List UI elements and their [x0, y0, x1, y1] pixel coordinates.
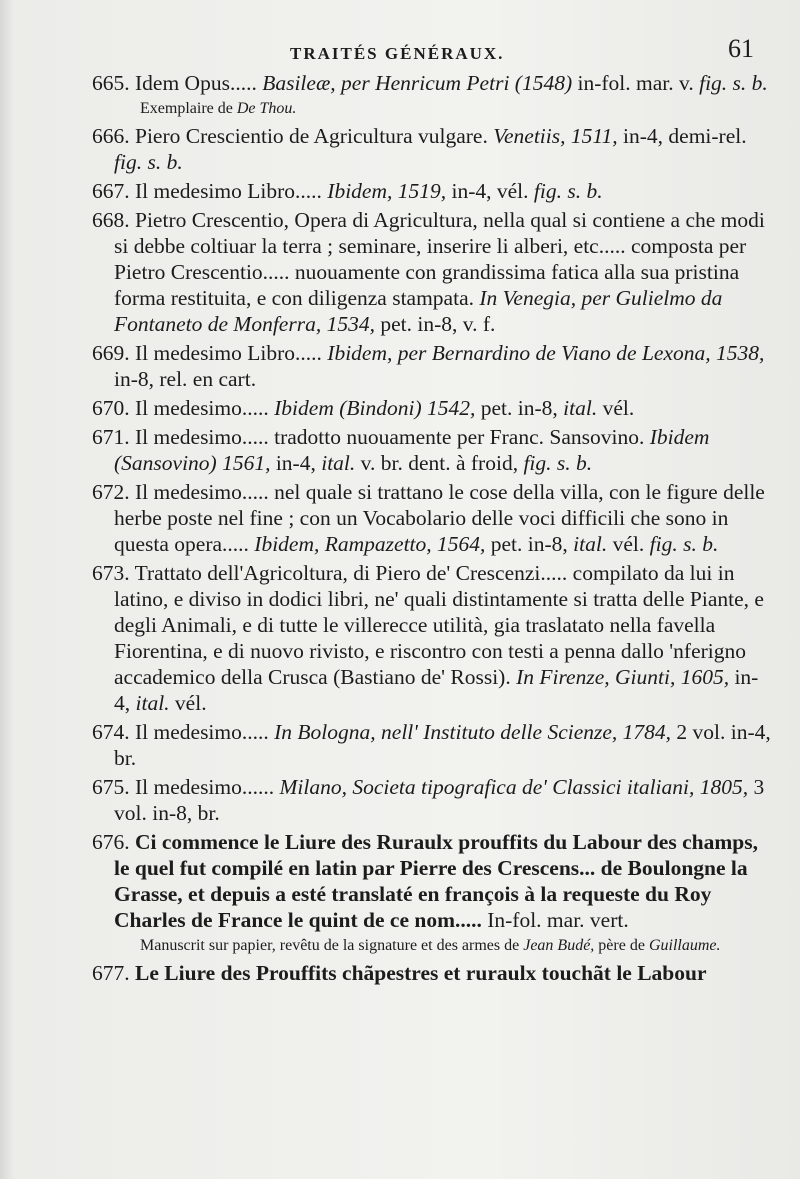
- entry-text: in-4,: [114, 665, 759, 715]
- entry-text: 677.: [92, 961, 135, 985]
- catalogue-entries: [92, 70, 772, 989]
- entry-text: In-fol. mar. vert.: [481, 908, 629, 932]
- entry-text: Milano, Societa tipografica de' Classici italiani, 1805,: [279, 775, 749, 799]
- entry-text: fig. s. b.: [699, 71, 768, 95]
- entry-text: fig. s. b.: [649, 532, 719, 556]
- catalogue-entry: [92, 70, 772, 96]
- entry-text: ital.: [135, 691, 170, 715]
- entry-text: 667. Il medesimo Libro.....: [92, 179, 328, 203]
- entry-text: Le Liure des Prouffits chãpestres et ruraulx touchãt le Labour: [135, 961, 707, 985]
- entry-text: Ibidem, 1519,: [327, 179, 447, 203]
- entry-text: 675. Il medesimo......: [92, 775, 280, 799]
- entry-text: 3 vol. in-8, br.: [114, 775, 765, 825]
- note-text: Exemplaire de: [140, 100, 237, 117]
- page-number: 61: [728, 34, 754, 63]
- entry-text: 670. Il medesimo.....: [92, 396, 275, 420]
- catalogue-entry: [92, 774, 772, 826]
- note-text: Jean Budé,: [523, 937, 595, 954]
- entry-text: pet. in-8,: [475, 396, 564, 420]
- entry-text: ital.: [573, 532, 608, 556]
- entry-text: in-4,: [270, 451, 322, 475]
- entry-text: Ibidem (Sansovino) 1561,: [114, 425, 710, 475]
- entry-text: fig. s. b.: [523, 451, 593, 475]
- entry-text: v. br. dent. à froid,: [355, 451, 524, 475]
- entry-text: in-8, rel. en cart.: [114, 367, 257, 391]
- entry-text: fig. s. b.: [533, 179, 603, 203]
- entry-text: pet. in-8,: [485, 532, 574, 556]
- entry-text: 672. Il medesimo..... nel quale si trattano le cose della villa, con le figure delle herbe poste nel fine ; con un Vocabolario delle voci difficili che sono in questa opera.....: [92, 480, 765, 556]
- entry-text: 673. Trattato dell'Agricoltura, di Piero de' Crescenzi..... compilato da lui in latino, e diviso in dodici libri, ne' quali distintamente si tratta delle Piante, e degli Animali, e di tutte le villerecce utilità, gia traslatato nella favella Fiorentina, e di nuovo rivisto, e riscontro con testi a penna dallo 'nferigno accademico della Crusca (Bastiano de' Rossi).: [92, 561, 764, 689]
- entry-text: Venetiis, 1511,: [493, 124, 618, 148]
- entry-text: Ci commence le Liure des Ruraulx prouffits du Labour des champs, le quel fut compilé en latin par Pierre des Crescens... de Boulongne la Grasse, et depuis a esté translaté en françois à la requeste du Roy Charles de France le quint de ce nom.....: [114, 830, 758, 932]
- catalogue-entry: [92, 960, 772, 986]
- page-header-title: TRAITÉS GÉNÉRAUX.: [290, 44, 505, 63]
- entry-text: in-4, vél.: [446, 179, 534, 203]
- entry-text: in-4, demi-rel.: [617, 124, 747, 148]
- entry-note: [92, 99, 772, 119]
- running-header: [0, 30, 800, 70]
- note-text: Manuscrit sur papier, revêtu de la signature et des armes de: [140, 937, 524, 954]
- entry-text: pet. in-8, v. f.: [374, 312, 496, 336]
- catalogue-entry: [92, 123, 772, 175]
- entry-text: ital.: [563, 396, 598, 420]
- entry-text: vél.: [607, 532, 650, 556]
- entry-text: vél.: [169, 691, 207, 715]
- entry-text: In Bologna, nell' Instituto delle Scienze, 1784,: [274, 720, 672, 744]
- catalogue-entry: [92, 719, 772, 771]
- entry-text: 2 vol. in-4, br.: [114, 720, 771, 770]
- entry-text: 666. Piero Crescientio de Agricultura vulgare.: [92, 124, 494, 148]
- note-text: Guillaume.: [648, 937, 721, 954]
- entry-text: 671. Il medesimo..... tradotto nuouamente per Franc. Sansovino.: [92, 425, 650, 449]
- catalogue-entry: [92, 207, 772, 337]
- entry-text: Ibidem, Rampazetto, 1564,: [254, 532, 486, 556]
- note-text: De Thou.: [236, 100, 297, 117]
- note-text: père de: [594, 937, 649, 954]
- entry-text: Ibidem, per Bernardino de Viano de Lexona, 1538,: [327, 341, 765, 365]
- entry-text: 669. Il medesimo Libro.....: [92, 341, 328, 365]
- entry-text: Ibidem (Bindoni) 1542,: [274, 396, 476, 420]
- entry-text: ital.: [321, 451, 356, 475]
- entry-text: in-fol. mar. v.: [572, 71, 700, 95]
- entry-text: 676.: [92, 830, 135, 854]
- entry-text: In Firenze, Giunti, 1605,: [516, 665, 730, 689]
- entry-text: In Venegia, per Gulielmo da Fontaneto de Monferra, 1534,: [114, 286, 723, 336]
- entry-text: 665. Idem Opus.....: [92, 71, 263, 95]
- entry-text: vél.: [597, 396, 635, 420]
- entry-note: [92, 936, 772, 956]
- catalogue-entry: [92, 424, 772, 476]
- catalogue-entry: [92, 340, 772, 392]
- catalogue-entry: [92, 395, 772, 421]
- entry-text: 668. Pietro Crescentio, Opera di Agricultura, nella qual si contiene a che modi si debbe coltiuar la terra ; seminare, inserire li alberi, etc..... composta per Pietro Crescentio..... nuouamente con grandissima fatica alla sua pristina forma restituita, e con diligenza stampata.: [92, 208, 765, 310]
- catalogue-entry: [92, 479, 772, 557]
- catalogue-entry: [92, 829, 772, 933]
- catalogue-entry: [92, 178, 772, 204]
- catalogue-entry: [92, 560, 772, 716]
- entry-text: fig. s. b.: [114, 150, 183, 174]
- entry-text: 674. Il medesimo.....: [92, 720, 275, 744]
- entry-text: Basileæ, per Henricum Petri (1548): [262, 71, 573, 95]
